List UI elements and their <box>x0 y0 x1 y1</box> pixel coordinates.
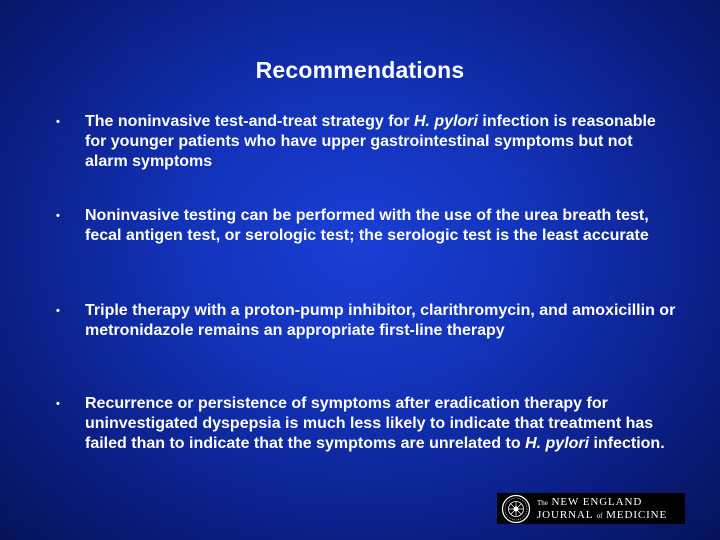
bullet-text-run: Triple therapy with a proton-pump inhibitor, clarithromycin, and amoxicillin or metronidazole remains an appropriate first-line therapy <box>85 302 676 339</box>
nejm-logo <box>497 493 685 524</box>
bullet-item <box>56 112 676 172</box>
bullet-text-run: Noninvasive testing can be performed with the use of the urea breath test, fecal antigen test, or serologic test; the serologic test is the least accurate <box>85 207 649 244</box>
bullet-item <box>56 301 676 341</box>
bullet-text-italic: H. pylori <box>413 113 478 130</box>
logo-medicine: MEDICINE <box>606 508 668 521</box>
bullet-text <box>85 301 676 341</box>
logo-line-2 <box>537 509 667 522</box>
logo-wordmark <box>537 496 667 522</box>
logo-the: The <box>537 498 548 507</box>
logo-new-england: NEW ENGLAND <box>551 495 643 508</box>
seal-icon <box>501 494 531 524</box>
logo-of: of <box>596 511 603 520</box>
bullet-text <box>85 206 676 246</box>
logo-line-1 <box>537 496 667 509</box>
bullet-item <box>56 394 676 454</box>
bullet-text-run: infection. <box>589 435 665 452</box>
bullet-text-run: Recurrence or persistence of symptoms after eradication therapy for uninvestigated dyspepsia is much less likely to indicate that treatment has failed than to indicate that the symptoms are unrelated to <box>85 395 654 452</box>
bullet-text-italic: H. pylori <box>525 435 590 452</box>
bullet-item <box>56 206 676 246</box>
bullet-marker: • <box>56 210 60 222</box>
bullet-text-run: infection is reasonable for younger patients who have upper gastrointestinal symptoms but not alarm symptoms <box>85 113 656 170</box>
bullet-text-run: The noninvasive test-and-treat strategy for <box>85 113 414 130</box>
bullet-marker: • <box>56 398 60 410</box>
bullet-marker: • <box>56 116 60 128</box>
slide-title: Recommendations <box>255 57 465 83</box>
bullet-text <box>85 394 676 454</box>
bullet-text <box>85 112 676 172</box>
logo-journal: JOURNAL <box>537 508 594 521</box>
bullet-marker: • <box>56 305 60 317</box>
